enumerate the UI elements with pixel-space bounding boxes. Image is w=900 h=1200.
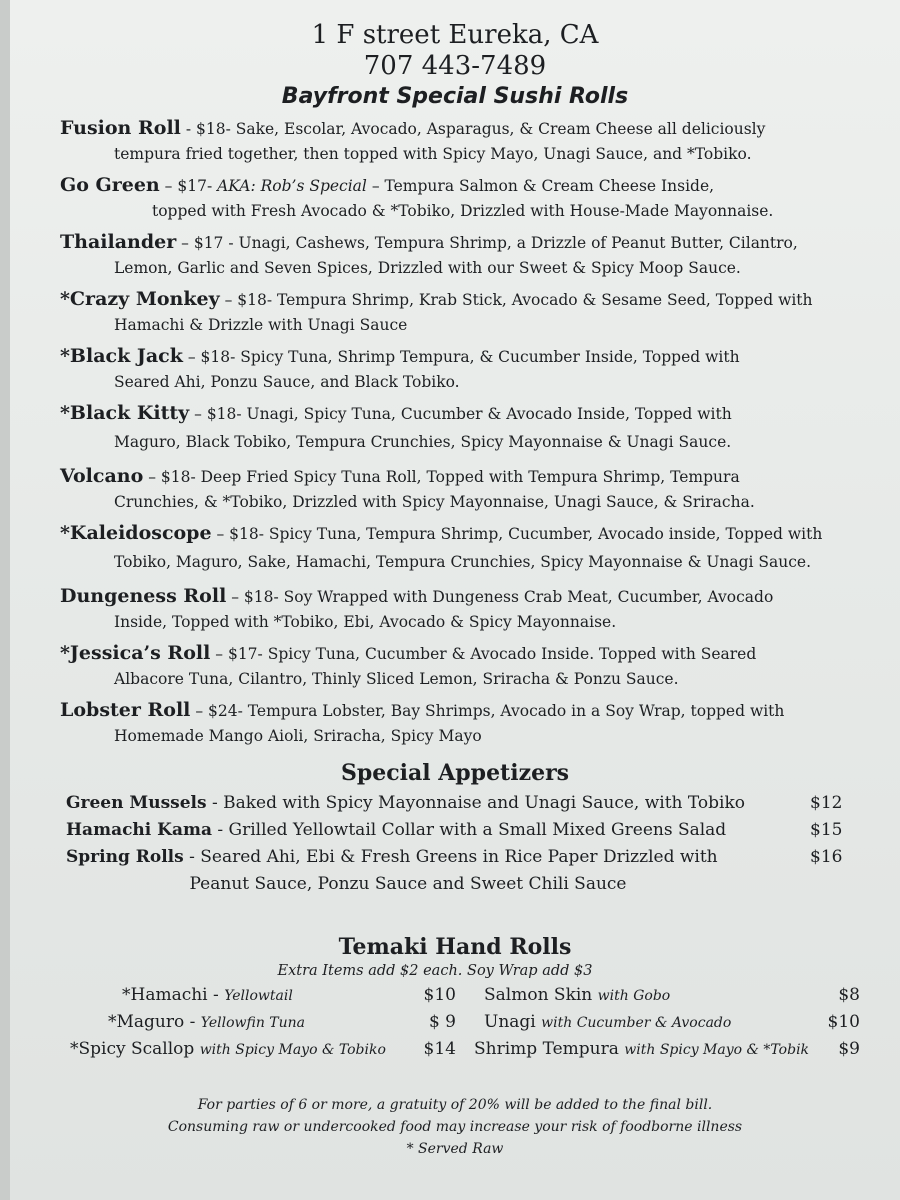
menu-header <box>10 0 900 109</box>
roll-separator: – <box>219 291 238 309</box>
roll-separator: – <box>143 468 161 486</box>
temaki-description: Yellowtail <box>224 988 293 1004</box>
temaki-description: Yellowfin Tuna <box>200 1015 305 1031</box>
roll-description: $18- Unagi, Spicy Tuna, Cucumber & Avocado Inside, Topped with <box>206 405 732 423</box>
list-item <box>474 1009 860 1036</box>
list-item <box>70 1009 456 1036</box>
list-item <box>70 982 456 1009</box>
list-item <box>60 583 860 634</box>
rolls-list <box>10 115 900 748</box>
restaurant-phone: 707 443-7489 <box>363 51 547 81</box>
roll-name: *Crazy Monkey <box>60 288 220 310</box>
raw-food-warning: Consuming raw or undercooked food may increase your risk of foodborne illness <box>167 1119 743 1135</box>
roll-name: Thailander <box>60 231 177 253</box>
list-item <box>60 640 860 691</box>
appetizers-title: Special Appetizers <box>340 760 570 786</box>
roll-price: $17- <box>177 177 218 195</box>
appetizer-name: Green Mussels <box>66 793 207 813</box>
temaki-price: $9 <box>838 1039 860 1059</box>
roll-description-cont: Albacore Tuna, Cilantro, Thinly Sliced Lemon, Sriracha & Ponzu Sauce. <box>114 670 679 688</box>
temaki-name: Shrimp Tempura <box>474 1039 625 1059</box>
list-item <box>60 520 860 577</box>
roll-aka: AKA: Rob’s Special <box>217 177 367 195</box>
roll-separator: – <box>189 405 207 423</box>
roll-description: $18- Spicy Tuna, Tempura Shrimp, Cucumber, Avocado inside, Topped with <box>229 525 823 543</box>
list-item <box>60 463 860 514</box>
temaki-price: $8 <box>838 985 860 1005</box>
list-item <box>474 1036 860 1063</box>
roll-description-cont: Hamachi & Drizzle with Unagi Sauce <box>114 316 408 334</box>
roll-name: Lobster Roll <box>60 699 191 721</box>
temaki-name: Unagi <box>484 1012 542 1032</box>
temaki-title: Temaki Hand Rolls <box>338 934 572 960</box>
list-item <box>66 844 860 871</box>
roll-separator: – <box>176 234 194 252</box>
roll-separator: – <box>190 702 209 720</box>
appetizer-name: Hamachi Kama <box>66 820 212 840</box>
temaki-price: $10 <box>423 985 456 1005</box>
list-item <box>60 229 860 280</box>
roll-name: *Kaleidoscope <box>60 522 212 544</box>
appetizer-description-cont: Peanut Sauce, Ponzu Sauce and Sweet Chili Sauce <box>189 874 627 894</box>
temaki-price: $ 9 <box>428 1012 456 1032</box>
temaki-name: *Maguro - <box>108 1012 201 1032</box>
roll-name: *Black Kitty <box>60 402 190 424</box>
roll-separator: – <box>210 645 228 663</box>
list-item <box>66 817 860 844</box>
roll-description-cont: Tobiko, Maguro, Sake, Hamachi, Tempura Crunchies, Spicy Mayonnaise & Unagi Sauce. <box>114 553 812 571</box>
appetizer-price: $15 <box>810 820 843 840</box>
temaki-name: Salmon Skin <box>484 985 598 1005</box>
rolls-section-title: Bayfront Special Sushi Rolls <box>281 84 629 109</box>
roll-description-cont: Homemade Mango Aioli, Sriracha, Spicy Mayo <box>114 727 482 745</box>
list-item <box>60 115 860 166</box>
roll-description: $17 - Unagi, Cashews, Tempura Shrimp, a Drizzle of Peanut Butter, Cilantro, <box>193 234 798 252</box>
appetizer-description: - Grilled Yellowtail Collar with a Small Mixed Greens Salad <box>211 820 727 840</box>
appetizer-name: Spring Rolls <box>66 847 184 867</box>
temaki-description: with Gobo <box>597 988 671 1004</box>
list-item <box>60 286 860 337</box>
menu-footer <box>10 1094 900 1160</box>
roll-name: Dungeness Roll <box>60 585 227 607</box>
roll-name: Fusion Roll <box>60 117 181 139</box>
appetizer-description: - Seared Ahi, Ebi & Fresh Greens in Rice Paper Drizzled with <box>183 847 718 867</box>
temaki-name: *Spicy Scallop <box>70 1039 200 1059</box>
roll-description: $18- Sake, Escolar, Avocado, Asparagus, & Cream Cheese all deliciously <box>195 120 766 138</box>
roll-separator: – <box>159 177 178 195</box>
roll-description: $24- Tempura Lobster, Bay Shrimps, Avocado in a Soy Wrap, topped with <box>208 702 785 720</box>
roll-description: $17- Spicy Tuna, Cucumber & Avocado Inside. Topped with Seared <box>227 645 757 663</box>
list-item <box>60 172 860 223</box>
roll-description: $18- Tempura Shrimp, Krab Stick, Avocado & Sesame Seed, Topped with <box>237 291 813 309</box>
roll-description: $18- Deep Fried Spicy Tuna Roll, Topped with Tempura Shrimp, Tempura <box>160 468 740 486</box>
roll-separator: - <box>180 120 196 138</box>
roll-separator: – <box>226 588 244 606</box>
roll-description-cont: tempura fried together, then topped with Spicy Mayo, Unagi Sauce, and *Tobiko. <box>114 145 752 163</box>
list-item <box>60 343 860 394</box>
roll-name: Go Green <box>60 174 160 196</box>
roll-separator: – <box>211 525 230 543</box>
roll-description-cont: Seared Ahi, Ponzu Sauce, and Black Tobiko. <box>114 373 460 391</box>
roll-name: Volcano <box>60 465 144 487</box>
restaurant-address: 1 F street Eureka, CA <box>311 20 599 50</box>
appetizer-price: $12 <box>810 793 843 813</box>
roll-description: $18- Soy Wrapped with Dungeness Crab Meat, Cucumber, Avocado <box>243 588 774 606</box>
temaki-right-column <box>474 982 860 1063</box>
temaki-name: *Hamachi - <box>122 985 225 1005</box>
appetizer-description: - Baked with Spicy Mayonnaise and Unagi Sauce, with Tobiko <box>206 793 746 813</box>
list-item <box>66 790 860 817</box>
roll-description-cont: topped with Fresh Avocado & *Tobiko, Drizzled with House-Made Mayonnaise. <box>152 202 774 220</box>
appetizer-price: $16 <box>810 847 843 867</box>
roll-description-cont: Maguro, Black Tobiko, Tempura Crunchies, Spicy Mayonnaise & Unagi Sauce. <box>114 433 732 451</box>
roll-separator: – <box>182 348 201 366</box>
appetizers-list <box>10 790 900 898</box>
list-item <box>60 400 860 457</box>
roll-description-cont: Lemon, Garlic and Seven Spices, Drizzled with our Sweet & Spicy Moop Sauce. <box>114 259 741 277</box>
list-item <box>70 1036 456 1063</box>
temaki-description: with Spicy Mayo & Tobiko <box>199 1042 386 1058</box>
list-item <box>474 982 860 1009</box>
temaki-price: $10 <box>827 1012 860 1032</box>
temaki-note: Extra Items add $2 each. Soy Wrap add $3 <box>277 963 593 979</box>
roll-name: *Jessica’s Roll <box>60 642 211 664</box>
list-item <box>60 697 860 748</box>
served-raw-note: * Served Raw <box>406 1141 504 1157</box>
roll-name: *Black Jack <box>60 345 183 367</box>
gratuity-note: For parties of 6 or more, a gratuity of 20% will be added to the final bill. <box>197 1097 713 1113</box>
temaki-left-column <box>70 982 474 1063</box>
temaki-description: with Spicy Mayo & *Tobik <box>624 1042 810 1058</box>
roll-description-cont: Inside, Topped with *Tobiko, Ebi, Avocado & Spicy Mayonnaise. <box>114 613 617 631</box>
temaki-price: $14 <box>423 1039 456 1059</box>
temaki-description: with Cucumber & Avocado <box>541 1015 732 1031</box>
roll-description: – Tempura Salmon & Cream Cheese Inside, <box>366 177 715 195</box>
temaki-grid <box>10 982 900 1063</box>
roll-description: $18- Spicy Tuna, Shrimp Tempura, & Cucumber Inside, Topped with <box>200 348 740 366</box>
roll-description-cont: Crunchies, & *Tobiko, Drizzled with Spicy Mayonnaise, Unagi Sauce, & Sriracha. <box>114 493 755 511</box>
